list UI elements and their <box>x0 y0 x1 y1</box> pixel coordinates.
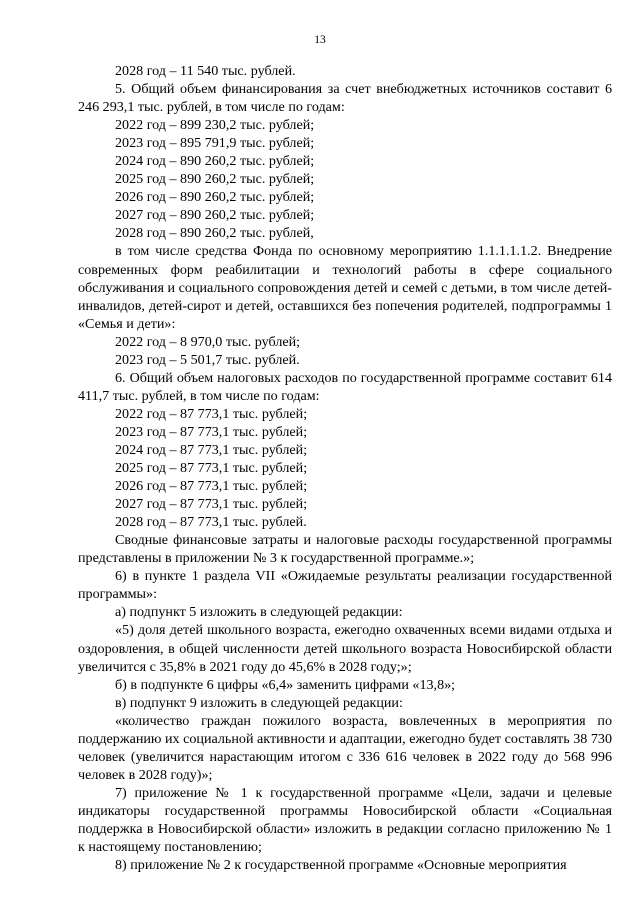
list-item: 2022 год – 8 970,0 тыс. рублей; <box>115 333 301 350</box>
paragraph: 5. Общий объем финансирования за счет внебюджетных источников составит 6 246 293,1 тыс. рублей, в том числе по годам: <box>78 81 612 116</box>
paragraph: 8) приложение № 2 к государственной программе «Основные мероприятия <box>115 857 567 874</box>
list-item: 2027 год – 87 773,1 тыс. рублей; <box>115 496 308 513</box>
paragraph: 7) приложение № 1 к государственной программе «Цели, задачи и целевые индикаторы государственной программы Новосибирской области «Социальная поддержка в Новосибирской области» изложить в редакции согласно приложению № 1 к настоящему постановлению; <box>78 784 612 856</box>
paragraph: «количество граждан пожилого возраста, вовлеченных в мероприятия по поддержанию их социальной активности и адаптации, ежегодно будет составлять 38 730 человек (увеличится нарастающим итогом с 336 616 человек в 2022 году до 568 996 человек в 2028 году)»; <box>78 712 612 783</box>
list-item: б) в подпункте 6 цифры «6,4» заменить цифрами «13,8»; <box>115 676 456 693</box>
list-item: в) подпункт 9 изложить в следующей редакции: <box>115 694 403 711</box>
list-item: 2025 год – 890 260,2 тыс. рублей; <box>115 171 315 188</box>
document-body <box>78 62 612 874</box>
list-item: 2028 год – 890 260,2 тыс. рублей, <box>115 225 314 242</box>
list-item: 2023 год – 5 501,7 тыс. рублей. <box>115 351 300 368</box>
paragraph: Сводные финансовые затраты и налоговые расходы государственной программы представлены в приложении № 3 к государственной программе.»; <box>78 532 612 567</box>
list-item: 2026 год – 890 260,2 тыс. рублей; <box>115 189 315 206</box>
list-item: 2024 год – 890 260,2 тыс. рублей; <box>115 153 315 170</box>
paragraph: в том числе средства Фонда по основному мероприятию 1.1.1.1.1.2. Внедрение современных форм реабилитации и технологий работы в сфере социального обслуживания и социального сопровождения детей и семей с детьми, в том числе детей-инвалидов, детей-сирот и детей, оставшихся без попечения родителей, подпрограммы 1 «Семья и дети»: <box>78 243 612 332</box>
paragraph: 6) в пункте 1 раздела VII «Ожидаемые результаты реализации государственной программы»: <box>78 568 612 603</box>
list-item: 2026 год – 87 773,1 тыс. рублей; <box>115 478 308 495</box>
paragraph: 6. Общий объем налоговых расходов по государственной программе составит 614 411,7 тыс. рублей, в том числе по годам: <box>78 369 612 404</box>
page-number: 13 <box>314 34 326 46</box>
list-item: 2023 год – 87 773,1 тыс. рублей; <box>115 423 308 440</box>
list-item: 2024 год – 87 773,1 тыс. рублей; <box>115 441 308 458</box>
list-item: 2027 год – 890 260,2 тыс. рублей; <box>115 207 315 224</box>
list-item: 2025 год – 87 773,1 тыс. рублей; <box>115 460 308 477</box>
list-item: 2023 год – 895 791,9 тыс. рублей; <box>115 135 315 152</box>
list-item: 2022 год – 87 773,1 тыс. рублей; <box>115 405 308 422</box>
list-item: 2022 год – 899 230,2 тыс. рублей; <box>115 117 315 134</box>
paragraph: «5) доля детей школьного возраста, ежегодно охваченных всеми видами отдыха и оздоровления, в общей численности детей школьного возраста Новосибирской области увеличится с 35,8% в 2021 году до 45,6% в 2028 году;»; <box>78 622 612 675</box>
list-item: а) подпункт 5 изложить в следующей редакции: <box>115 604 403 621</box>
list-item: 2028 год – 11 540 тыс. рублей. <box>115 63 296 79</box>
list-item: 2028 год – 87 773,1 тыс. рублей. <box>115 514 307 531</box>
